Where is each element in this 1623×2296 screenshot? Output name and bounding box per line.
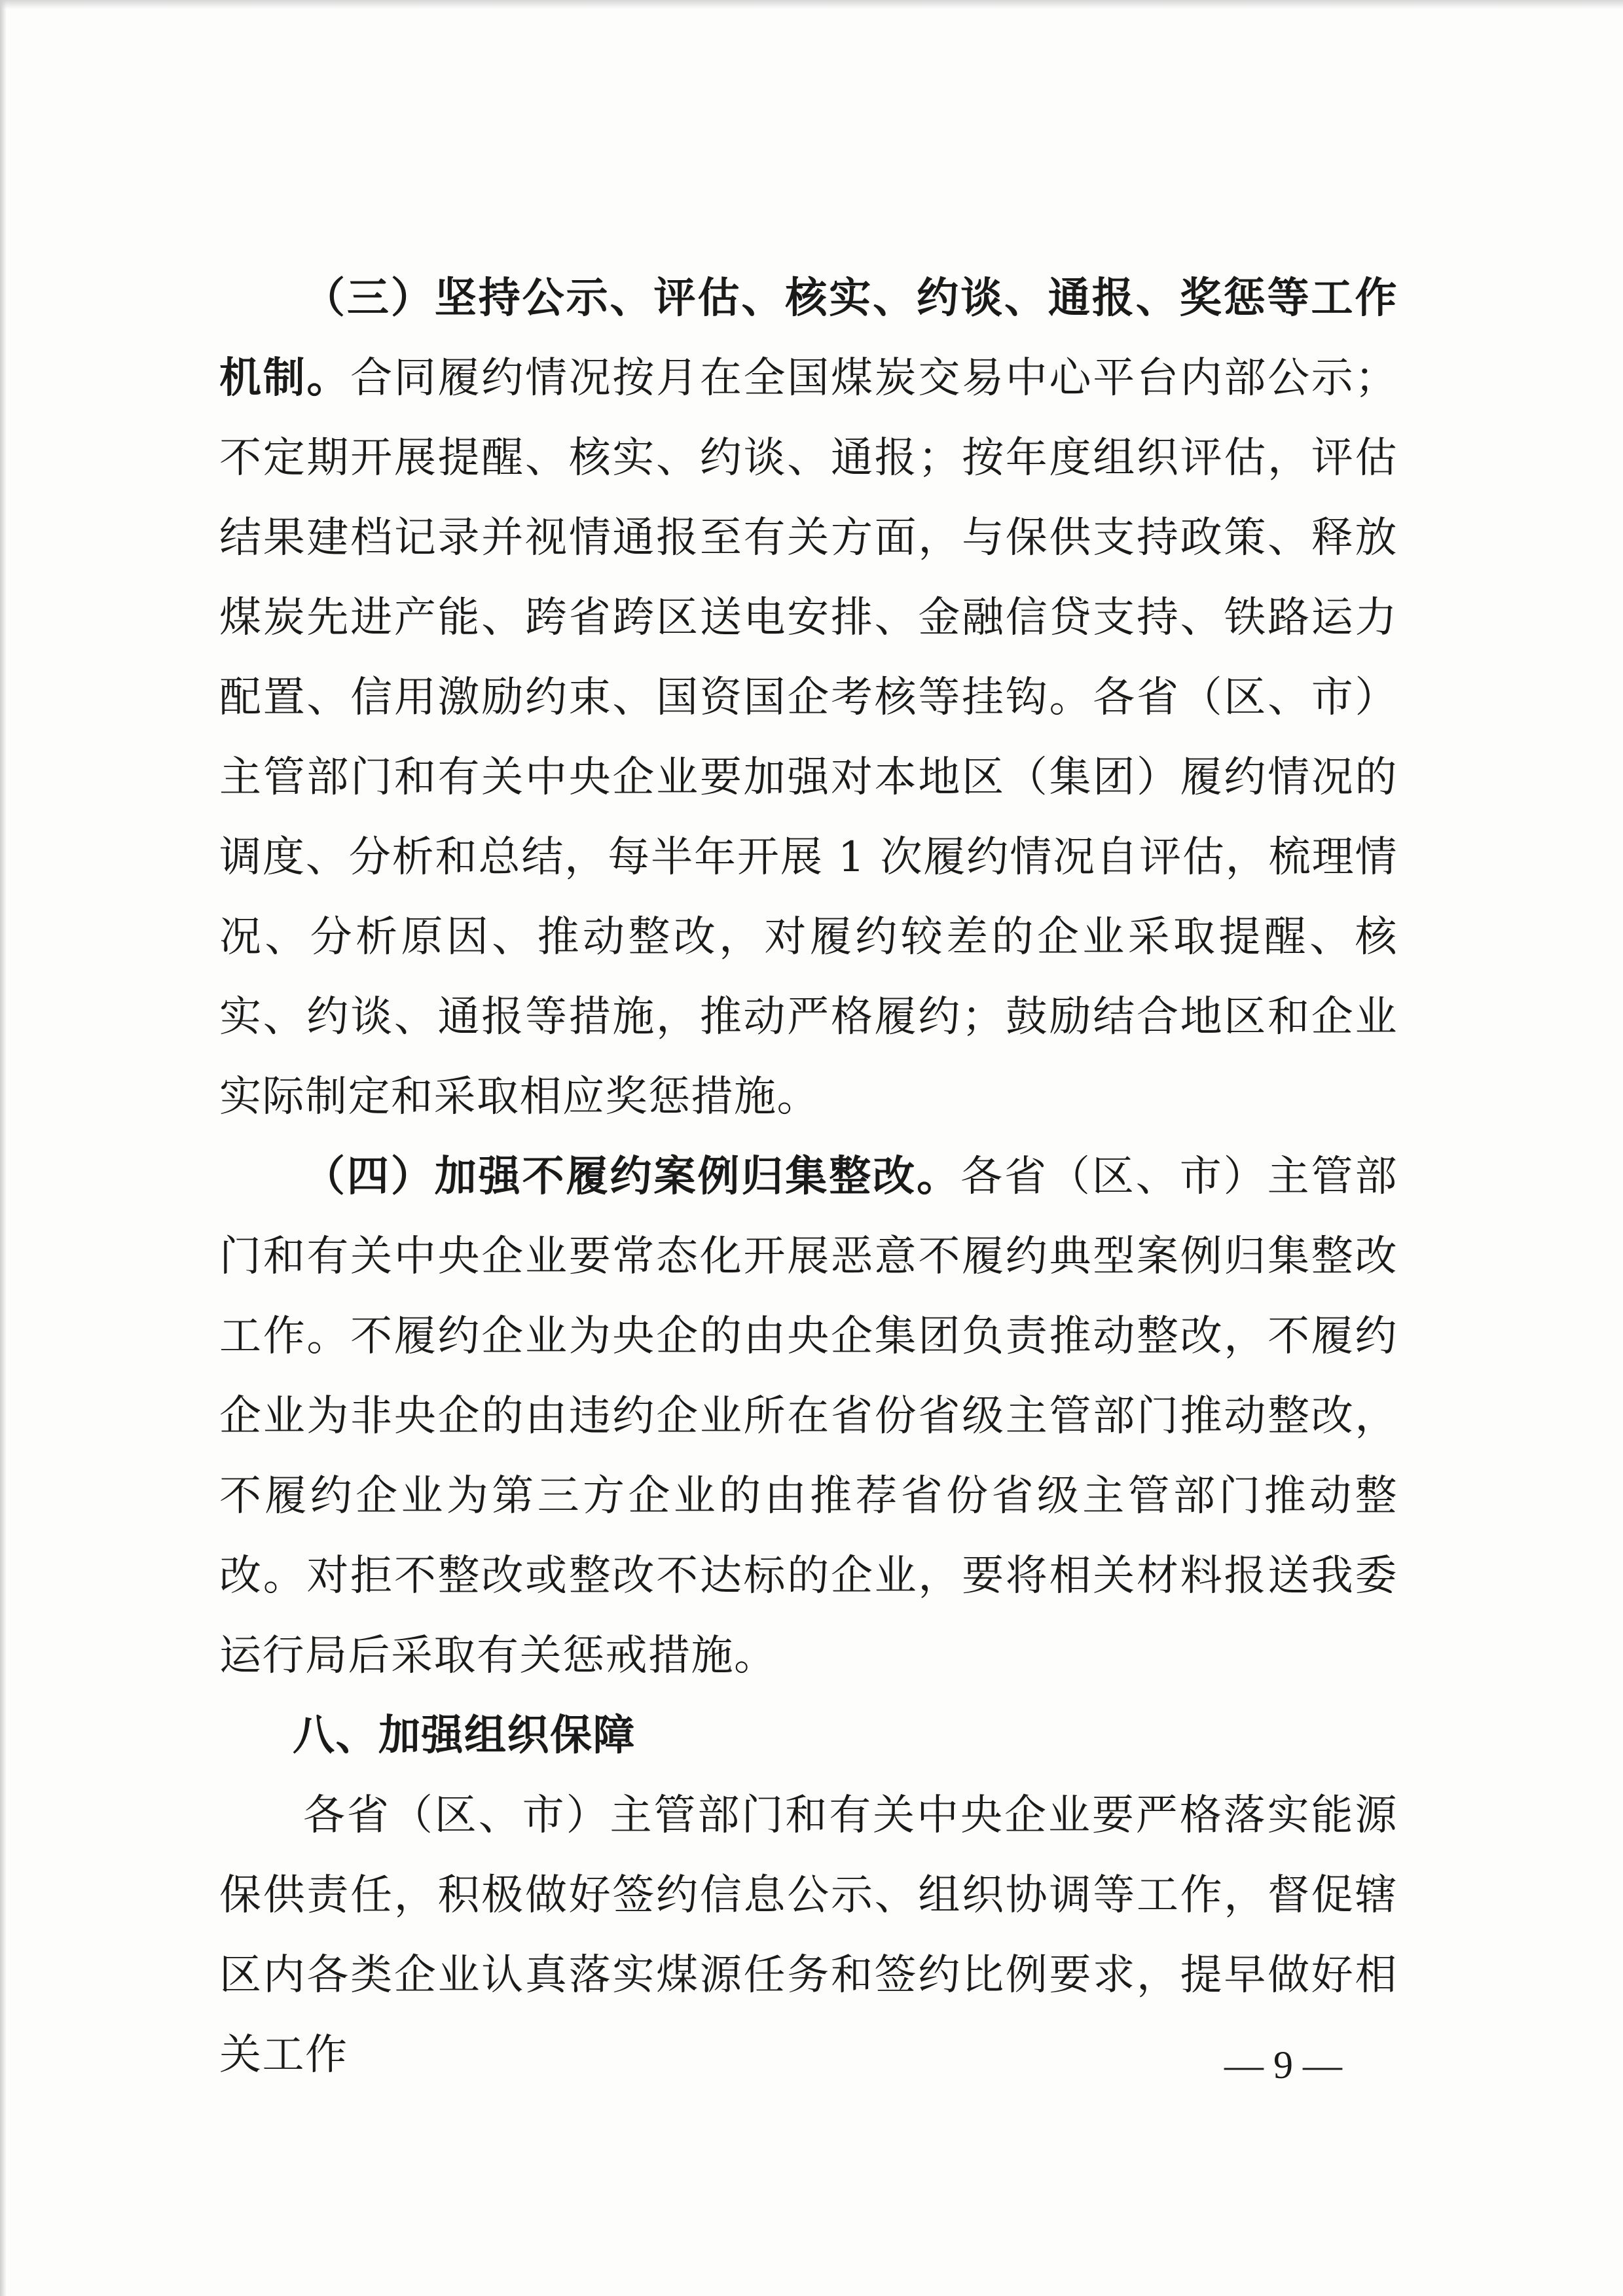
section-heading: 八、加强组织保障 <box>293 1712 636 1760</box>
paragraph-evaluation-mechanism <box>219 259 1398 1137</box>
paragraph-text: 合同履约情况按月在全国煤炭交易中心平台内部公示；不定期开展提醒、核实、约谈、通报；按年度组织评估，评估结果建档记录并视情通报至有关方面，与保供支持政策、释放煤炭先进产能、跨省跨区送电安排、金融信贷支持、铁路运力配置、信用激励约束、国资国企考核等挂钩。各省（区、市）主管部门和有关中央企业要加强对本地区（集团）履约情况的调度、分析和总结，每半年开展 1 次履约情况自评估，梳理情况、分析原因、推动整改，对履约较差的企业采取提醒、核实、约谈、通报等措施，推动严格履约；鼓励结合地区和企业实际制定和采取相应奖惩措施。 <box>219 354 1398 1121</box>
document-body <box>219 259 1398 2095</box>
paragraph-lead: （三）坚持公示、评估、核实、约谈、通报、奖惩等工作机制。 <box>219 274 1398 403</box>
paragraph-text: 各省（区、市）主管部门和有关中央企业要常态化开展恶意不履约典型案例归集整改工作。不履约企业为央企的由央企集团负责推动整改，不履约企业为非央企的由违约企业所在省份省级主管部门推动整改，不履约企业为第三方企业的由推荐省份省级主管部门推动整改。对拒不整改或整改不达标的企业，要将相关材料报送我委运行局后采取有关惩戒措施。 <box>219 1153 1398 1680</box>
page-number: — 9 — <box>1224 2043 1342 2087</box>
scan-edge-top <box>0 0 1623 9</box>
paragraph-lead: （四）加强不履约案例归集整改。 <box>303 1152 961 1201</box>
scan-edge-left <box>0 0 7 2296</box>
paragraph-organization: 各省（区、市）主管部门和有关中央企业要严格落实能源保供责任，积极做好签约信息公示、组织协调等工作，督促辖区内各类企业认真落实煤源任务和签约比例要求，提早做好相关工作 <box>219 1791 1398 2079</box>
paragraph-case-rectification <box>219 1137 1398 1696</box>
